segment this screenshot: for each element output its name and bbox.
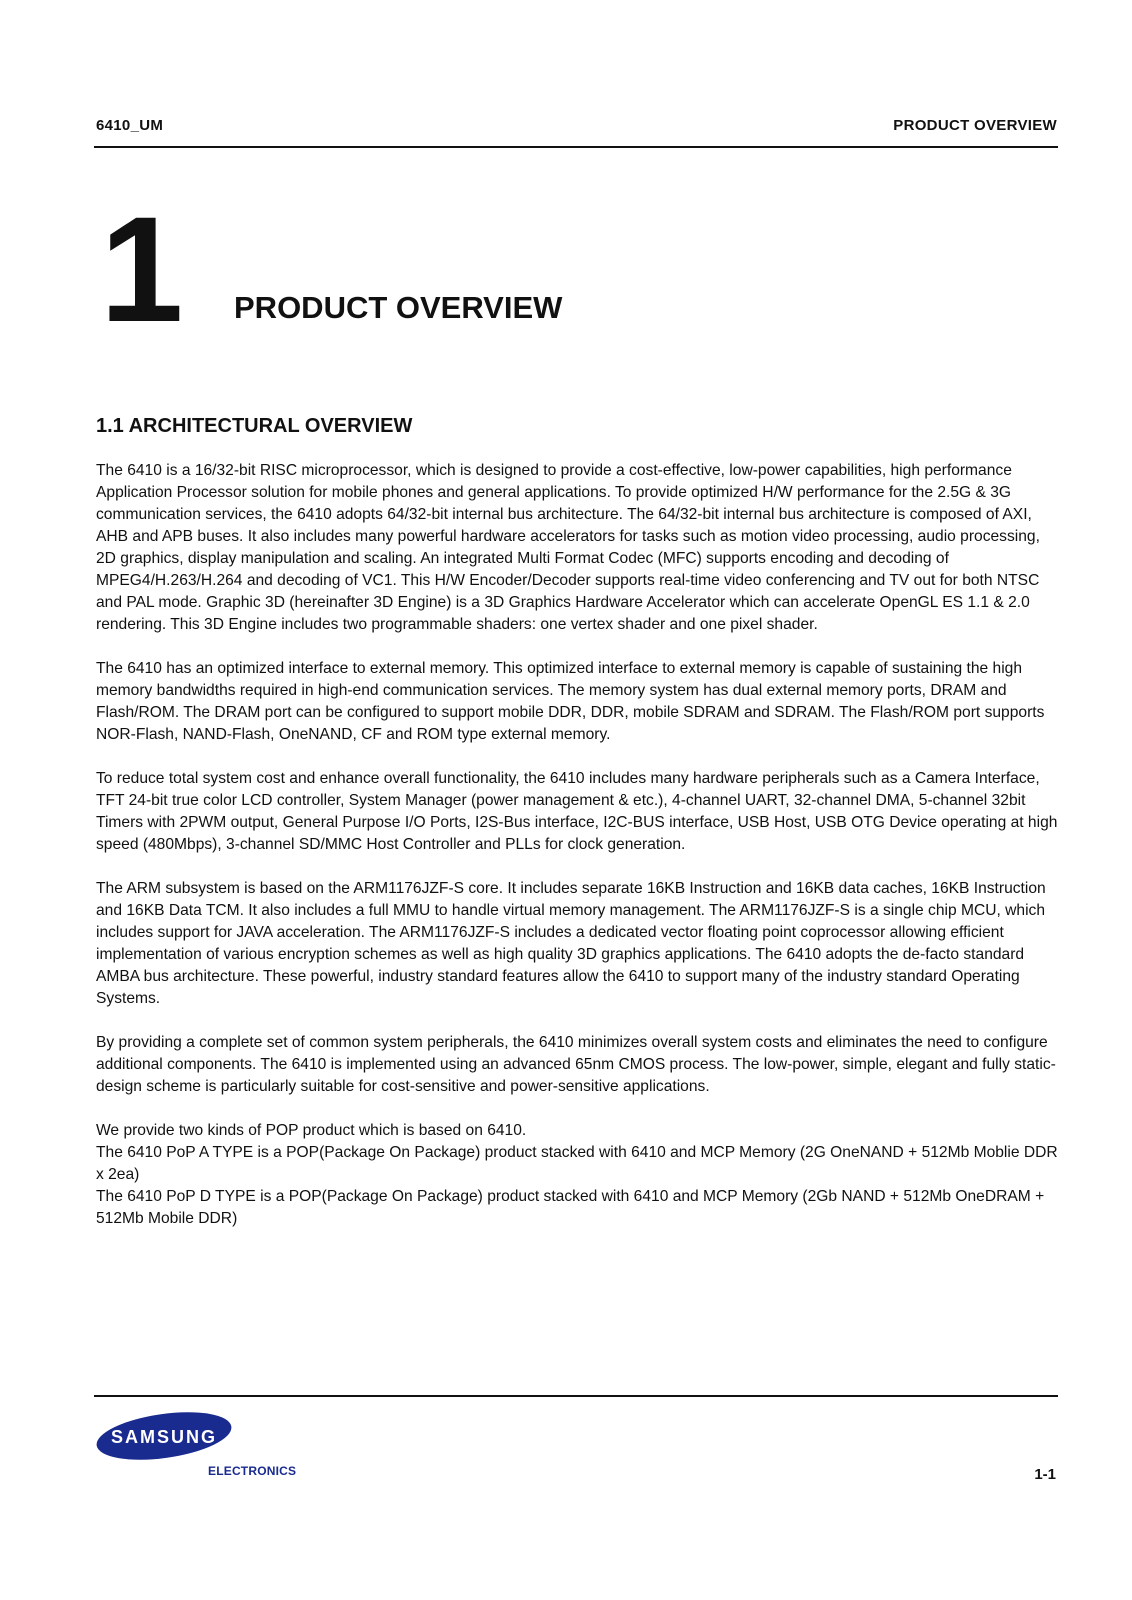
page-number: 1-1 bbox=[1034, 1466, 1056, 1483]
pop-d-type: The 6410 PoP D TYPE is a POP(Package On Package) product stacked with 6410 and MCP Memory (2Gb NAND + 512Mb OneDRAM + 512Mb Mobile DDR) bbox=[96, 1188, 1045, 1227]
footer-rule bbox=[94, 1395, 1058, 1397]
samsung-logo bbox=[96, 1410, 236, 1462]
chapter-number: 1 bbox=[100, 185, 180, 353]
paragraph: By providing a complete set of common system peripherals, the 6410 minimizes overall system costs and eliminates the need to configure additional components. The 6410 is implemented using an advanced 65nm CMOS process. The low-power, simple, elegant and fully static-design scheme is particularly suitable for cost-sensitive and power-sensitive applications. bbox=[96, 1034, 1056, 1095]
paragraph: The 6410 is a 16/32-bit RISC microprocessor, which is designed to provide a cost-effective, low-power capabilities, high performance Application Processor solution for mobile phones and general applications. To provide optimized H/W performance for the 2.5G & 3G communication services, the 6410 adopts 64/32-bit internal bus architecture. The 64/32-bit internal bus architecture is composed of AXI, AHB and APB buses. It also includes many powerful hardware accelerators for tasks such as motion video processing, audio processing, 2D graphics, display manipulation and scaling. An integrated Multi Format Codec (MFC) supports encoding and decoding of MPEG4/H.263/H.264 and decoding of VC1. This H/W Encoder/Decoder supports real-time video conferencing and TV out for both NTSC and PAL mode. Graphic 3D (hereinafter 3D Engine) is a 3D Graphics Hardware Accelerator which can accelerate OpenGL ES 1.1 & 2.0 rendering. This 3D Engine includes two programmable shaders: one vertex shader and one pixel shader. bbox=[96, 462, 1040, 633]
pop-a-type: The 6410 PoP A TYPE is a POP(Package On Package) product stacked with 6410 and MCP Memory (2G OneNAND + 512Mb Moblie DDR x 2ea) bbox=[96, 1144, 1058, 1183]
paragraph: To reduce total system cost and enhance overall functionality, the 6410 includes many hardware peripherals such as a Camera Interface, TFT 24-bit true color LCD controller, System Manager (power management & etc.), 4-channel UART, 32-channel DMA, 5-channel 32bit Timers with 2PWM output, General Purpose I/O Ports, I2S-Bus interface, I2C-BUS interface, USB Host, USB OTG Device operating at high speed (480Mbps), 3-channel SD/MMC Host Controller and PLLs for clock generation. bbox=[96, 770, 1058, 853]
header-section: PRODUCT OVERVIEW bbox=[893, 117, 1057, 134]
section-title: 1.1 ARCHITECTURAL OVERVIEW bbox=[96, 415, 413, 437]
pop-intro: We provide two kinds of POP product which is based on 6410. bbox=[96, 1122, 527, 1139]
header-doc-id: 6410_UM bbox=[96, 117, 164, 134]
logo-text: SAMSUNG bbox=[110, 1427, 218, 1447]
header-rule bbox=[94, 146, 1058, 148]
paragraph: The 6410 has an optimized interface to external memory. This optimized interface to external memory is capable of sustaining the high memory bandwidths required in high-end communication services. The memory system has dual external memory ports, DRAM and Flash/ROM. The DRAM port can be configured to support mobile DDR, DDR, mobile SDRAM and SDRAM. The Flash/ROM port supports NOR-Flash, NAND-Flash, OneNAND, CF and ROM type external memory. bbox=[96, 660, 1045, 743]
chapter-title: PRODUCT OVERVIEW bbox=[234, 290, 563, 325]
body-text bbox=[96, 460, 1060, 1230]
paragraph: The ARM subsystem is based on the ARM1176JZF-S core. It includes separate 16KB Instruction and 16KB data caches, 16KB Instruction and 16KB Data TCM. It also includes a full MMU to handle virtual memory management. The ARM1176JZF-S is a single chip MCU, which includes support for JAVA acceleration. The ARM1176JZF-S includes a dedicated vector floating point coprocessor allowing efficient implementation of various encryption schemes as well as high quality 3D graphics applications. The 6410 adopts the de-facto standard AMBA bus architecture. These powerful, industry standard features allow the 6410 to support many of the industry standard Operating Systems. bbox=[96, 880, 1046, 1007]
electronics-label: ELECTRONICS bbox=[208, 1464, 297, 1478]
